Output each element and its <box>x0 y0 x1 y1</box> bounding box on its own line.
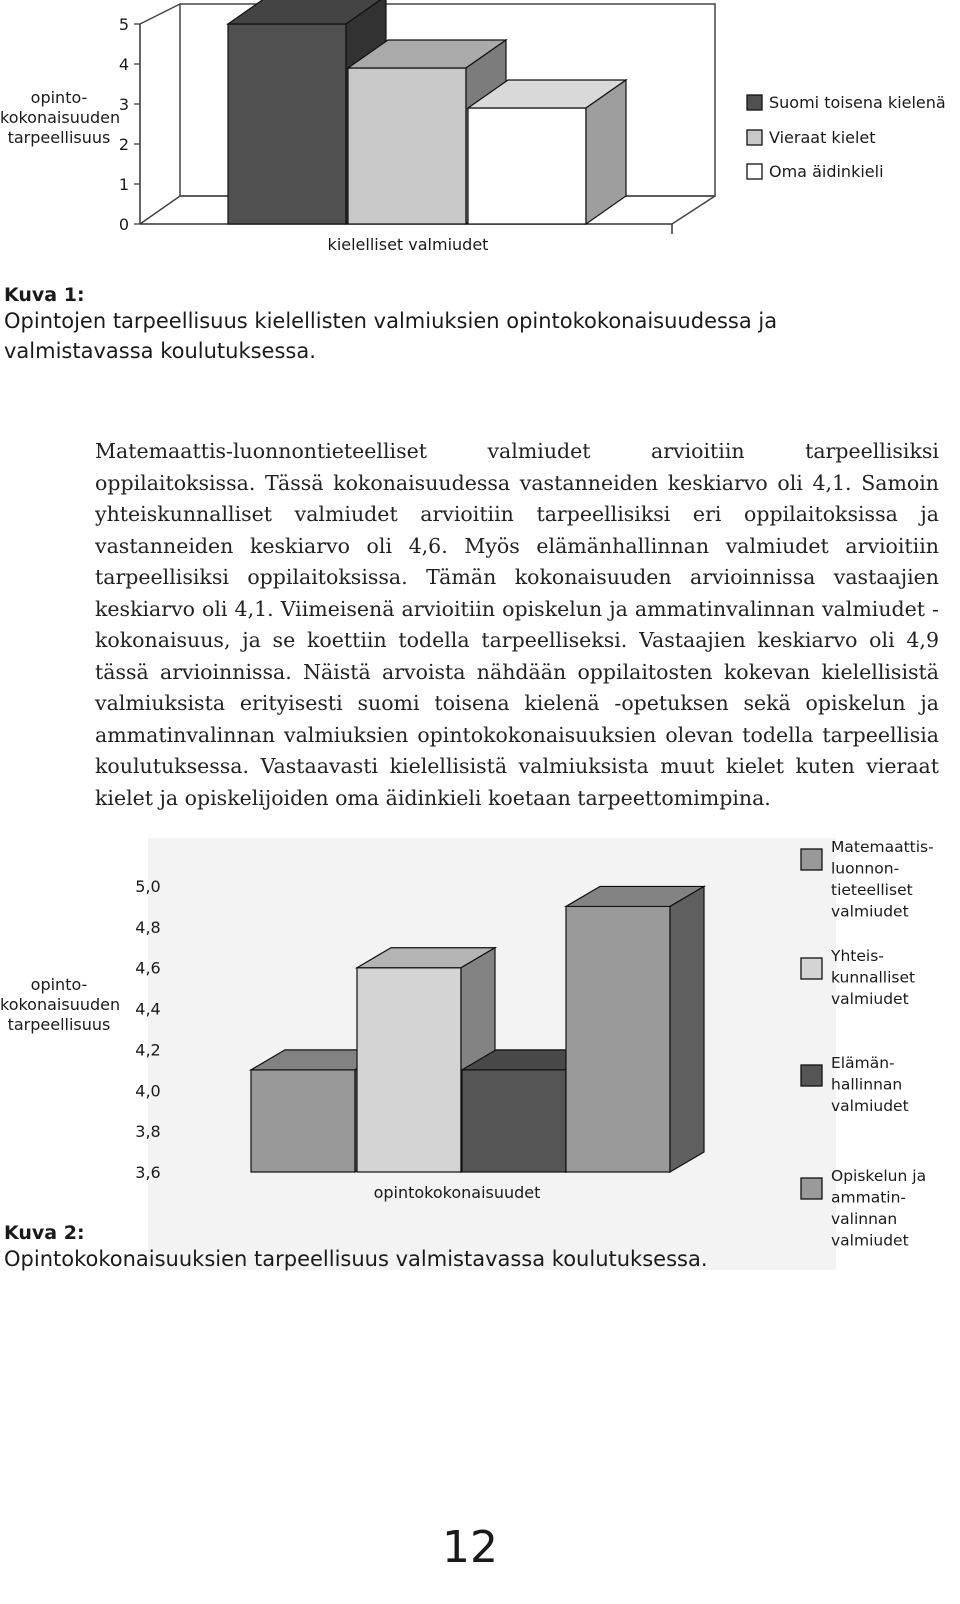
figure2-caption <box>4 1222 764 1274</box>
chart1-legend-label: Suomi toisena kielenä <box>769 93 946 112</box>
chart2-y-axis-label: opinto- kokonaisuuden tarpeellisuus <box>0 975 121 1034</box>
chart2-legend-label: Matemaattis-luonnon-tieteelliset valmiudet <box>831 838 934 921</box>
chart2-legend-swatch <box>801 958 822 979</box>
figure1-caption-text: Opintojen tarpeellisuus kielellisten valmiuksien opintokokonaisuudessa ja valmistavassa koulutuksessa. <box>4 309 778 363</box>
page-number: 12 <box>442 1522 498 1573</box>
chart1-legend-swatch <box>747 164 762 179</box>
chart1-bar-front <box>348 68 466 224</box>
chart1-x-axis-label: kielelliset valmiudet <box>327 235 489 254</box>
chart2-y-tick-label: 4,0 <box>135 1081 161 1101</box>
chart2-bar-front <box>251 1070 355 1172</box>
chart2-bar <box>566 886 704 1172</box>
chart2-legend-swatch <box>801 849 822 870</box>
chart1-floor-right <box>672 196 715 224</box>
chart1-bar <box>468 80 626 224</box>
chart2-legend-label: Elämän-hallinnan valmiudet <box>831 1054 909 1115</box>
chart1-legend <box>747 93 946 181</box>
chart2-y-tick-label: 4,8 <box>135 917 161 937</box>
chart1-y-tick-label: 1 <box>118 175 130 194</box>
body-paragraph: Matemaattis-luonnontieteelliset valmiudet arvioitiin tarpeellisiksi oppilaitoksissa. Tässä kokonaisuudessa vastanneiden keskiarvo oli 4,1. Samoin yhteiskunnalliset valmiudet arvioitiin tarpeellisiksi eri oppilaitoksissa ja vastanneiden keskiarvo oli 4,6. Myös elämänhallinnan valmiudet arvioitiin tarpeellisiksi oppilaitoksissa. Tämän kokonaisuuden arvioinnissa vastaajien keskiarvo oli 4,1. Viimeisenä arvioitiin opiskelun ja ammatinvalinnan valmiudet -kokonaisuus, ja se koettiin todella tarpeelliseksi. Vastaajien keskiarvo oli 4,9 tässä arvioinnissa. Näistä arvoista nähdään oppilaitosten kokevan kielellisistä valmiuksista erityisesti suomi toisena kielenä -opetuksen sekä opiskelun ja ammatinvalinnan valmiuksien opintokokonaisuuksien olevan todella tarpeellisia koulutuksessa. Vastaavasti kielellisistä valmiuksista muut kielet kuten vieraat kielet ja opiskelijoiden oma äidinkieli koetaan tarpeettomimpina. <box>95 439 939 810</box>
chart1-y-tick-label: 2 <box>118 135 130 154</box>
chart1-y-tick-label: 4 <box>118 55 130 74</box>
chart2-bar-side <box>670 886 704 1172</box>
chart2-y-tick-label: 5,0 <box>135 877 161 896</box>
chart1-y-tick-label: 5 <box>118 15 130 34</box>
figure2-caption-title: Kuva 2: <box>4 1222 85 1244</box>
chart2-legend-swatch <box>801 1178 822 1199</box>
chart1-y-axis-label: opinto- kokonaisuuden tarpeellisuus <box>0 88 121 147</box>
chart1-bar-front <box>468 108 586 224</box>
chart2-legend <box>801 838 934 1250</box>
figure1-caption-title: Kuva 1: <box>4 284 85 306</box>
figure1-caption <box>4 284 824 366</box>
chart1 <box>0 0 960 270</box>
chart2-y-tick-label: 3,6 <box>135 1163 161 1182</box>
chart1-y-tick-label: 3 <box>118 95 130 114</box>
chart1-bar-front <box>228 24 346 224</box>
chart2-bar-front <box>462 1070 566 1172</box>
chart1-legend-label: Oma äidinkieli <box>769 162 884 181</box>
chart2-x-axis-label: opintokokonaisuudet <box>373 1183 541 1202</box>
chart2-legend-swatch <box>801 1065 822 1086</box>
chart2-y-tick-label: 4,2 <box>135 1040 161 1060</box>
chart2 <box>0 820 960 1280</box>
chart1-y-tick-label: 0 <box>118 215 130 234</box>
chart1-wall-edge-top <box>140 4 180 24</box>
chart2-y-tick-label: 4,6 <box>135 958 161 978</box>
chart2-legend-label: Opiskelun ja ammatin-valinnan valmiudet <box>831 1167 927 1250</box>
chart2-legend-label: Yhteis-kunnalliset valmiudet <box>831 947 916 1008</box>
figure2-caption-text: Opintokokonaisuuksien tarpeellisuus valmistavassa koulutuksessa. <box>4 1247 708 1271</box>
chart1-legend-swatch <box>747 95 762 110</box>
chart2-bar-front <box>566 906 670 1172</box>
chart2-bar-front <box>357 968 461 1172</box>
chart2-y-tick-label: 3,8 <box>135 1122 161 1142</box>
chart2-y-tick-label: 4,4 <box>135 999 161 1019</box>
chart1-legend-label: Vieraat kielet <box>769 128 876 147</box>
chart1-legend-swatch <box>747 130 762 145</box>
